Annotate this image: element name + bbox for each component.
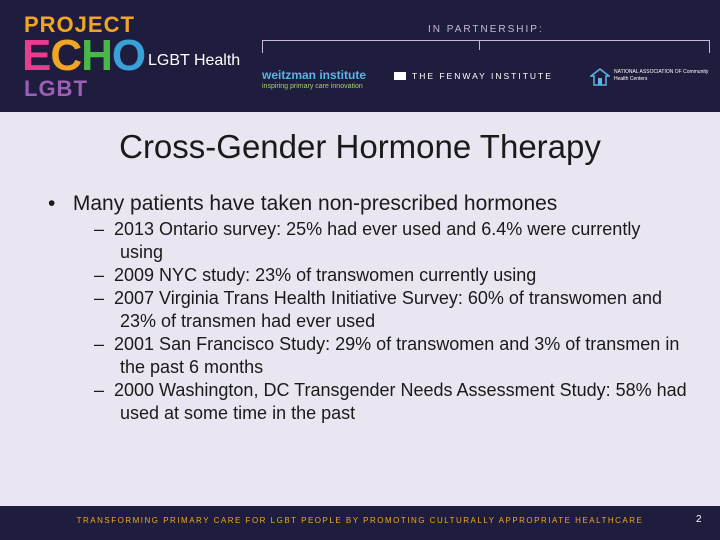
logo-line-1: PROJECT [24, 12, 135, 37]
slide-content [48, 190, 688, 425]
subbullet-text: 2000 Washington, DC Transgender Needs Assessment Study: 58% had used at some time in the past [114, 380, 687, 423]
partner-weitzman-tagline: inspiring primary care innovation [262, 83, 363, 90]
slide-title: Cross-Gender Hormone Therapy [119, 128, 601, 165]
bullet-main-text: Many patients have taken non-prescribed hormones [72, 192, 558, 215]
partner-weitzman-name: weitzman institute [262, 68, 367, 82]
partner-nachc-name: NATIONAL ASSOCIATION OF Community Health Centers [614, 69, 709, 82]
subbullet-ontario: – 2013 Ontario survey: 25% had ever used and 6.4% were currently using [94, 219, 641, 262]
subbullet-text: 2013 Ontario survey: 25% had ever used and 6.4% were currently using [114, 219, 641, 262]
partnership-label: IN PARTNERSHIP: [428, 24, 544, 35]
partner-fenway-name: THE FENWAY INSTITUTE [412, 71, 553, 81]
bullet-main: • Many patients have taken non-prescribed hormones [48, 192, 558, 215]
subbullet-virginia: – 2007 Virginia Trans Health Initiative Survey: 60% of transwomen and 23% of transmen had ever used [94, 288, 662, 331]
subbullet-nyc: – 2009 NYC study: 23% of transwomen currently using [94, 265, 537, 285]
logo-line-3: LGBT [24, 76, 88, 101]
footer-banner [0, 506, 720, 540]
project-echo-logo [22, 14, 252, 104]
subbullet-san-francisco: – 2001 San Francisco Study: 29% of transwomen and 3% of transmen in the past 6 months [94, 334, 680, 377]
page-number: 2 [696, 514, 702, 525]
fenway-mark-icon [394, 72, 406, 80]
subbullet-text: 2001 San Francisco Study: 29% of transwomen and 3% of transmen in the past 6 months [114, 334, 680, 377]
partner-weitzman [262, 68, 382, 90]
partner-bracket-tick [479, 40, 480, 50]
subbullet-text: 2009 NYC study: 23% of transwomen currently using [114, 265, 537, 285]
logo-subtitle: LGBT Health [148, 52, 241, 69]
subbullet-washington: – 2000 Washington, DC Transgender Needs Assessment Study: 58% had used at some time in the past [94, 380, 687, 423]
subbullet-text: 2007 Virginia Trans Health Initiative Survey: 60% of transwomen and 23% of transmen had ever used [114, 288, 662, 331]
logo-line-2: ECHO [22, 31, 146, 80]
partner-bracket [262, 40, 710, 53]
footer-tagline: TRANSFORMING PRIMARY CARE FOR LGBT PEOPLE BY PROMOTING CULTURALLY APPROPRIATE HEALTHCARE [76, 516, 644, 525]
header-banner [0, 0, 720, 112]
nachc-house-icon [590, 68, 610, 86]
partner-fenway [394, 71, 553, 81]
